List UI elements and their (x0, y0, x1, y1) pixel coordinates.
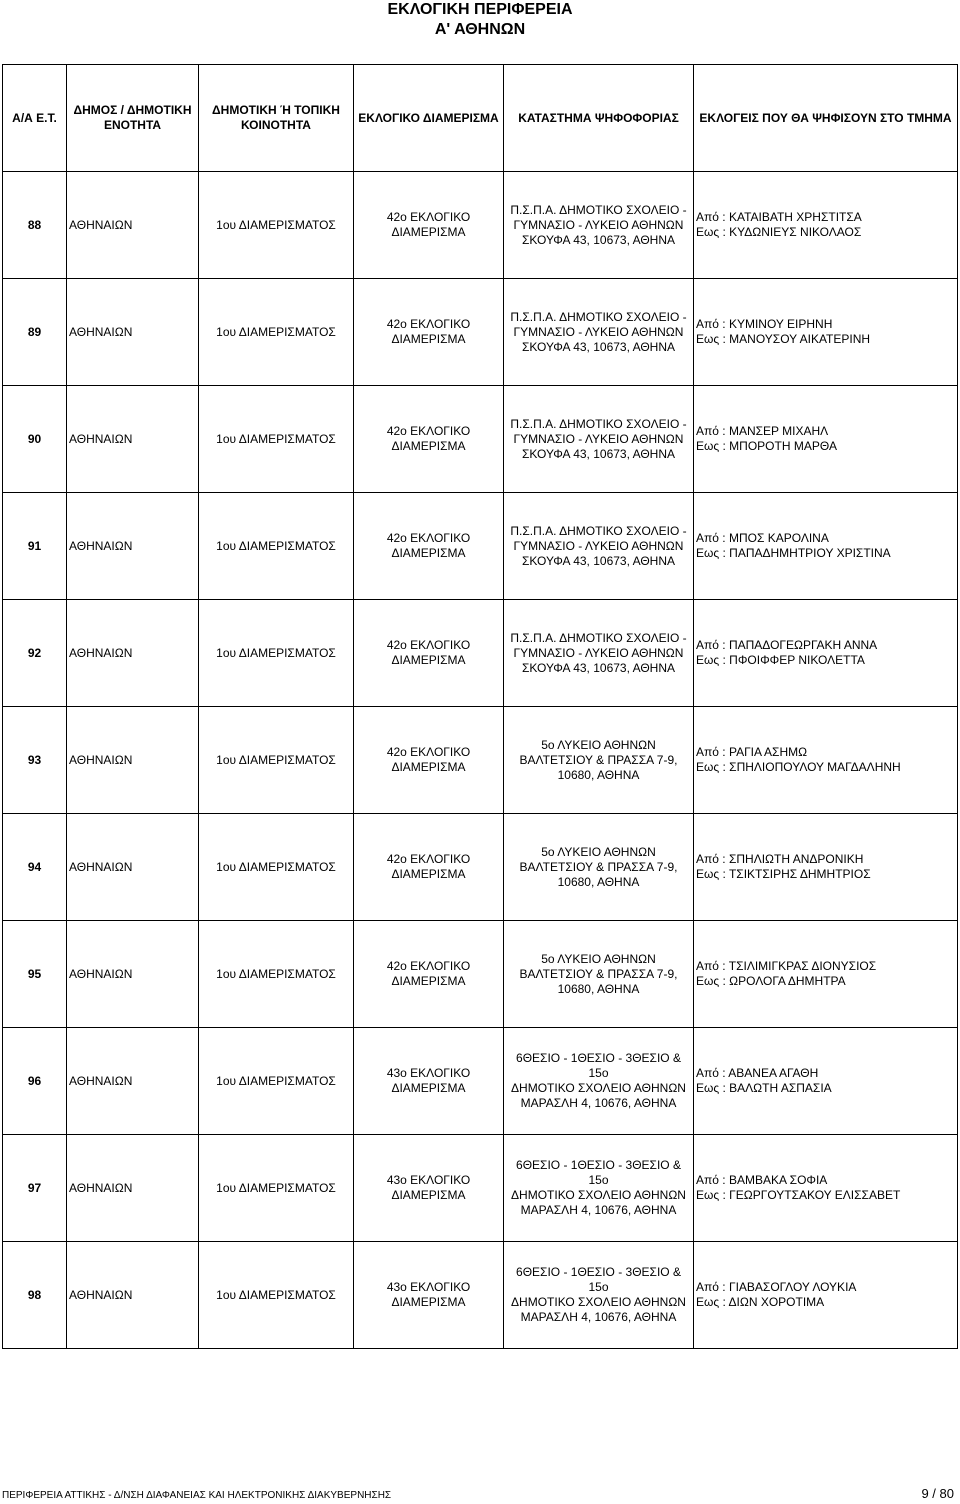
station-line-3: 10680, ΑΘΗΝΑ (557, 981, 640, 996)
cell-dimos (67, 1135, 199, 1242)
district-line-1: 42ο ΕΚΛΟΓΙΚΟ (386, 317, 471, 331)
cell-koinotita (199, 921, 354, 1028)
district-line-1: 42ο ΕΚΛΟΓΙΚΟ (386, 745, 471, 759)
community: 1ου ΔΙΑΜΕΡΙΣΜΑΤΟΣ (216, 1180, 336, 1195)
station-line-1: Π.Σ.Π.Α. ΔΗΜΟΤΙΚΟ ΣΧΟΛΕΙΟ - (510, 416, 687, 431)
cell-koinotita (199, 279, 354, 386)
cell-koinotita (199, 386, 354, 493)
cell-katastima (504, 279, 694, 386)
table-row (3, 1135, 958, 1242)
voters-to: Εως : ΜΑΝΟΥΣΟΥ ΑΙΚΑΤΕΡΙΝΗ (696, 332, 871, 346)
cell-dimos (67, 493, 199, 600)
cell-koinotita (199, 493, 354, 600)
cell-koinotita (199, 707, 354, 814)
station-line-3: ΣΚΟΥΦΑ 43, 10673, ΑΘΗΝΑ (521, 232, 676, 247)
cell-voters (694, 1028, 958, 1135)
station-line-2: ΓΥΜΝΑΣΙΟ - ΛΥΚΕΙΟ ΑΘΗΝΩΝ (513, 217, 684, 232)
district-line-1: 42ο ΕΚΛΟΓΙΚΟ (386, 638, 471, 652)
voters-to: Εως : ΤΣΙΚΤΣΙΡΗΣ ΔΗΜΗΤΡΙΟΣ (696, 867, 871, 881)
cell-diamerisma (354, 1135, 504, 1242)
cell-koinotita (199, 1135, 354, 1242)
municipality: ΑΘΗΝΑΙΩΝ (69, 645, 133, 660)
municipality: ΑΘΗΝΑΙΩΝ (69, 1073, 133, 1088)
station-line-2: ΔΗΜΟΤΙΚΟ ΣΧΟΛΕΙΟ ΑΘΗΝΩΝ (511, 1081, 686, 1095)
page-number: 9 / 80 (921, 1486, 954, 1501)
community: 1ου ΔΙΑΜΕΡΙΣΜΑΤΟΣ (216, 431, 336, 446)
district-line-2: ΔΙΑΜΕΡΙΣΜΑ (391, 439, 466, 453)
community: 1ου ΔΙΑΜΕΡΙΣΜΑΤΟΣ (216, 538, 336, 553)
cell-dimos (67, 386, 199, 493)
cell-aa (3, 921, 67, 1028)
table-row (3, 707, 958, 814)
district-line-2: ΔΙΑΜΕΡΙΣΜΑ (391, 974, 466, 988)
station-line-3: 10680, ΑΘΗΝΑ (557, 874, 640, 889)
row-number: 89 (27, 324, 42, 339)
cell-aa (3, 279, 67, 386)
cell-diamerisma (354, 1242, 504, 1349)
municipality: ΑΘΗΝΑΙΩΝ (69, 324, 133, 339)
cell-katastima (504, 921, 694, 1028)
voters-from: Από : ΠΑΠΑΔΟΓΕΩΡΓΑΚΗ ΑΝΝΑ (696, 638, 878, 652)
table-row (3, 814, 958, 921)
cell-aa (3, 600, 67, 707)
header-katastima: ΚΑΤΑΣΤΗΜΑ ΨΗΦΟΦΟΡΙΑΣ (504, 65, 694, 172)
district-line-2: ΔΙΑΜΕΡΙΣΜΑ (391, 760, 466, 774)
cell-diamerisma (354, 172, 504, 279)
voters-from: Από : ΚΥΜΙΝΟΥ ΕΙΡΗΝΗ (696, 317, 833, 331)
header-diamerisma: ΕΚΛΟΓΙΚΟ ΔΙΑΜΕΡΙΣΜΑ (354, 65, 504, 172)
cell-aa (3, 1028, 67, 1135)
station-line-1: Π.Σ.Π.Α. ΔΗΜΟΤΙΚΟ ΣΧΟΛΕΙΟ - (510, 202, 687, 217)
title-line-1: ΕΚΛΟΓΙΚΗ ΠΕΡΙΦΕΡΕΙΑ (387, 1, 573, 18)
district-line-1: 42ο ΕΚΛΟΓΙΚΟ (386, 959, 471, 973)
district-line-1: 43ο ΕΚΛΟΓΙΚΟ (386, 1066, 471, 1080)
community: 1ου ΔΙΑΜΕΡΙΣΜΑΤΟΣ (216, 1287, 336, 1302)
cell-katastima (504, 600, 694, 707)
voters-from: Από : ΤΣΙΛΙΜΙΓΚΡΑΣ ΔΙΟΝΥΣΙΟΣ (696, 959, 877, 973)
voters-from: Από : ΑΒΑΝΕΑ ΑΓΑΘΗ (696, 1066, 819, 1080)
row-number: 91 (27, 538, 42, 553)
cell-aa (3, 707, 67, 814)
cell-katastima (504, 172, 694, 279)
cell-katastima (504, 386, 694, 493)
table-row (3, 172, 958, 279)
footer-department: ΠΕΡΙΦΕΡΕΙΑ ΑΤΤΙΚΗΣ - Δ/ΝΣΗ ΔΙΑΦΑΝΕΙΑΣ ΚΑΙ ΗΛΕΚΤΡΟΝΙΚΗΣ ΔΙΑΚΥΒΕΡΝΗΣΗΣ (2, 1490, 392, 1501)
station-line-2: ΒΑΛΤΕΤΣΙΟΥ & ΠΡΑΣΣΑ 7-9, (519, 966, 678, 981)
row-number: 96 (27, 1073, 42, 1088)
cell-dimos (67, 1028, 199, 1135)
voters-to: Εως : ΔΙΩΝ ΧΟΡΟΤΙΜΑ (696, 1295, 825, 1309)
cell-voters (694, 386, 958, 493)
station-line-3: ΜΑΡΑΣΛΗ 4, 10676, ΑΘΗΝΑ (520, 1310, 677, 1324)
community: 1ου ΔΙΑΜΕΡΙΣΜΑΤΟΣ (216, 752, 336, 767)
station-line-3: ΣΚΟΥΦΑ 43, 10673, ΑΘΗΝΑ (521, 446, 676, 461)
cell-koinotita (199, 172, 354, 279)
header-koinotita: ΔΗΜΟΤΙΚΗ Ή ΤΟΠΙΚΗ ΚΟΙΝΟΤΗΤΑ (199, 65, 354, 172)
cell-dimos (67, 1242, 199, 1349)
cell-aa (3, 172, 67, 279)
district-line-2: ΔΙΑΜΕΡΙΣΜΑ (391, 653, 466, 667)
row-number: 90 (27, 431, 42, 446)
district-line-1: 42ο ΕΚΛΟΓΙΚΟ (386, 210, 471, 224)
cell-diamerisma (354, 493, 504, 600)
station-line-2: ΓΥΜΝΑΣΙΟ - ΛΥΚΕΙΟ ΑΘΗΝΩΝ (513, 645, 684, 660)
voters-to: Εως : ΠΦΟΙΦΦΕΡ ΝΙΚΟΛΕΤΤΑ (696, 653, 865, 667)
table-row (3, 386, 958, 493)
community: 1ου ΔΙΑΜΕΡΙΣΜΑΤΟΣ (216, 645, 336, 660)
cell-diamerisma (354, 1028, 504, 1135)
table-row (3, 600, 958, 707)
cell-diamerisma (354, 386, 504, 493)
station-line-2: ΒΑΛΤΕΤΣΙΟΥ & ΠΡΑΣΣΑ 7-9, (519, 859, 678, 874)
voters-to: Εως : ΚΥΔΩΝΙΕΥΣ ΝΙΚΟΛΑΟΣ (696, 225, 862, 239)
row-number: 94 (27, 859, 42, 874)
voters-from: Από : ΣΠΗΛΙΩΤΗ ΑΝΔΡΟΝΙΚΗ (696, 852, 864, 866)
cell-koinotita (199, 814, 354, 921)
row-number: 97 (27, 1180, 42, 1195)
voters-from: Από : ΓΙΑΒΑΣΟΓΛΟΥ ΛΟΥΚΙΑ (696, 1280, 857, 1294)
station-line-1: 6ΘΕΣΙΟ - 1ΘΕΣΙΟ - 3ΘΕΣΙΟ & 15ο (516, 1051, 681, 1080)
district-line-1: 42ο ΕΚΛΟΓΙΚΟ (386, 424, 471, 438)
cell-katastima (504, 493, 694, 600)
voters-to: Εως : ΣΠΗΛΙΟΠΟΥΛΟΥ ΜΑΓΔΑΛΗΝΗ (696, 760, 901, 774)
station-line-3: ΣΚΟΥΦΑ 43, 10673, ΑΘΗΝΑ (521, 660, 676, 675)
station-line-2: ΔΗΜΟΤΙΚΟ ΣΧΟΛΕΙΟ ΑΘΗΝΩΝ (511, 1188, 686, 1202)
district-line-2: ΔΙΑΜΕΡΙΣΜΑ (391, 546, 466, 560)
station-line-1: 5ο ΛΥΚΕΙΟ ΑΘΗΝΩΝ (541, 844, 656, 859)
voters-from: Από : ΡΑΓΙΑ ΑΣΗΜΩ (696, 745, 808, 759)
header-voters: ΕΚΛΟΓΕΙΣ ΠΟΥ ΘΑ ΨΗΦΙΣΟΥΝ ΣΤΟ ΤΜΗΜΑ (694, 65, 958, 172)
district-line-2: ΔΙΑΜΕΡΙΣΜΑ (391, 1295, 466, 1309)
municipality: ΑΘΗΝΑΙΩΝ (69, 752, 133, 767)
cell-koinotita (199, 1028, 354, 1135)
cell-dimos (67, 279, 199, 386)
cell-diamerisma (354, 814, 504, 921)
table-header-row (3, 65, 958, 172)
station-line-3: ΣΚΟΥΦΑ 43, 10673, ΑΘΗΝΑ (521, 553, 676, 568)
cell-aa (3, 1242, 67, 1349)
district-line-1: 42ο ΕΚΛΟΓΙΚΟ (386, 852, 471, 866)
title-line-2: Α' ΑΘΗΝΩΝ (434, 21, 526, 38)
polling-stations-table (2, 64, 958, 1349)
station-line-3: ΜΑΡΑΣΛΗ 4, 10676, ΑΘΗΝΑ (520, 1096, 677, 1110)
voters-to: Εως : ΠΑΠΑΔΗΜΗΤΡΙΟΥ ΧΡΙΣΤΙΝΑ (696, 546, 891, 560)
cell-dimos (67, 172, 199, 279)
cell-voters (694, 600, 958, 707)
cell-diamerisma (354, 707, 504, 814)
station-line-1: 6ΘΕΣΙΟ - 1ΘΕΣΙΟ - 3ΘΕΣΙΟ & 15ο (516, 1158, 681, 1187)
municipality: ΑΘΗΝΑΙΩΝ (69, 538, 133, 553)
municipality: ΑΘΗΝΑΙΩΝ (69, 1180, 133, 1195)
cell-katastima (504, 1028, 694, 1135)
table-row (3, 1242, 958, 1349)
cell-dimos (67, 921, 199, 1028)
cell-voters (694, 493, 958, 600)
cell-diamerisma (354, 921, 504, 1028)
table-row (3, 1028, 958, 1135)
community: 1ου ΔΙΑΜΕΡΙΣΜΑΤΟΣ (216, 217, 336, 232)
station-line-1: Π.Σ.Π.Α. ΔΗΜΟΤΙΚΟ ΣΧΟΛΕΙΟ - (510, 523, 687, 538)
cell-diamerisma (354, 600, 504, 707)
row-number: 92 (27, 645, 42, 660)
table-row (3, 279, 958, 386)
station-line-2: ΒΑΛΤΕΤΣΙΟΥ & ΠΡΑΣΣΑ 7-9, (519, 752, 678, 767)
document-title (0, 0, 960, 40)
municipality: ΑΘΗΝΑΙΩΝ (69, 431, 133, 446)
table-body (3, 172, 958, 1349)
cell-katastima (504, 707, 694, 814)
station-line-1: Π.Σ.Π.Α. ΔΗΜΟΤΙΚΟ ΣΧΟΛΕΙΟ - (510, 630, 687, 645)
voters-to: Εως : ΓΕΩΡΓΟΥΤΣΑΚΟΥ ΕΛΙΣΣΑΒΕΤ (696, 1188, 901, 1202)
cell-dimos (67, 600, 199, 707)
station-line-1: 5ο ΛΥΚΕΙΟ ΑΘΗΝΩΝ (541, 737, 656, 752)
cell-voters (694, 1135, 958, 1242)
voters-to: Εως : ΜΠΟΡΟΤΗ ΜΑΡΘΑ (696, 439, 837, 453)
cell-aa (3, 493, 67, 600)
voters-from: Από : ΜΠΟΣ ΚΑΡΟΛΙΝΑ (696, 531, 829, 545)
cell-aa (3, 1135, 67, 1242)
district-line-1: 43ο ΕΚΛΟΓΙΚΟ (386, 1173, 471, 1187)
cell-voters (694, 279, 958, 386)
district-line-2: ΔΙΑΜΕΡΙΣΜΑ (391, 867, 466, 881)
station-line-3: ΣΚΟΥΦΑ 43, 10673, ΑΘΗΝΑ (521, 339, 676, 354)
cell-koinotita (199, 600, 354, 707)
municipality: ΑΘΗΝΑΙΩΝ (69, 217, 133, 232)
cell-aa (3, 386, 67, 493)
cell-dimos (67, 707, 199, 814)
cell-voters (694, 707, 958, 814)
station-line-2: ΔΗΜΟΤΙΚΟ ΣΧΟΛΕΙΟ ΑΘΗΝΩΝ (511, 1295, 686, 1309)
district-line-1: 43ο ΕΚΛΟΓΙΚΟ (386, 1280, 471, 1294)
district-line-2: ΔΙΑΜΕΡΙΣΜΑ (391, 1081, 466, 1095)
district-line-1: 42ο ΕΚΛΟΓΙΚΟ (386, 531, 471, 545)
station-line-2: ΓΥΜΝΑΣΙΟ - ΛΥΚΕΙΟ ΑΘΗΝΩΝ (513, 324, 684, 339)
cell-voters (694, 172, 958, 279)
table-row (3, 493, 958, 600)
voters-from: Από : ΚΑΤΑΙΒΑΤΗ ΧΡΗΣΤΙΤΣΑ (696, 210, 862, 224)
station-line-3: ΜΑΡΑΣΛΗ 4, 10676, ΑΘΗΝΑ (520, 1203, 677, 1217)
cell-katastima (504, 1135, 694, 1242)
municipality: ΑΘΗΝΑΙΩΝ (69, 1287, 133, 1302)
station-line-1: Π.Σ.Π.Α. ΔΗΜΟΤΙΚΟ ΣΧΟΛΕΙΟ - (510, 309, 687, 324)
cell-katastima (504, 1242, 694, 1349)
row-number: 95 (27, 966, 42, 981)
table-row (3, 921, 958, 1028)
cell-voters (694, 814, 958, 921)
header-aa: Α/Α Ε.Τ. (3, 65, 67, 172)
cell-voters (694, 921, 958, 1028)
community: 1ου ΔΙΑΜΕΡΙΣΜΑΤΟΣ (216, 324, 336, 339)
community: 1ου ΔΙΑΜΕΡΙΣΜΑΤΟΣ (216, 966, 336, 981)
station-line-1: 5ο ΛΥΚΕΙΟ ΑΘΗΝΩΝ (541, 951, 656, 966)
row-number: 88 (27, 217, 42, 232)
cell-katastima (504, 814, 694, 921)
cell-diamerisma (354, 279, 504, 386)
row-number: 93 (27, 752, 42, 767)
voters-to: Εως : ΒΑΛΩΤΗ ΑΣΠΑΣΙΑ (696, 1081, 832, 1095)
station-line-2: ΓΥΜΝΑΣΙΟ - ΛΥΚΕΙΟ ΑΘΗΝΩΝ (513, 538, 684, 553)
row-number: 98 (27, 1287, 42, 1302)
community: 1ου ΔΙΑΜΕΡΙΣΜΑΤΟΣ (216, 859, 336, 874)
station-line-1: 6ΘΕΣΙΟ - 1ΘΕΣΙΟ - 3ΘΕΣΙΟ & 15ο (516, 1265, 681, 1294)
cell-koinotita (199, 1242, 354, 1349)
station-line-2: ΓΥΜΝΑΣΙΟ - ΛΥΚΕΙΟ ΑΘΗΝΩΝ (513, 431, 684, 446)
district-line-2: ΔΙΑΜΕΡΙΣΜΑ (391, 332, 466, 346)
header-dimos: ΔΗΜΟΣ / ΔΗΜΟΤΙΚΗ ΕΝΟΤΗΤΑ (67, 65, 199, 172)
voters-from: Από : ΒΑΜΒΑΚΑ ΣΟΦΙΑ (696, 1173, 828, 1187)
municipality: ΑΘΗΝΑΙΩΝ (69, 859, 133, 874)
municipality: ΑΘΗΝΑΙΩΝ (69, 966, 133, 981)
cell-voters (694, 1242, 958, 1349)
cell-aa (3, 814, 67, 921)
community: 1ου ΔΙΑΜΕΡΙΣΜΑΤΟΣ (216, 1073, 336, 1088)
station-line-3: 10680, ΑΘΗΝΑ (557, 767, 640, 782)
district-line-2: ΔΙΑΜΕΡΙΣΜΑ (391, 225, 466, 239)
voters-to: Εως : ΩΡΟΛΟΓΑ ΔΗΜΗΤΡΑ (696, 974, 846, 988)
cell-dimos (67, 814, 199, 921)
voters-from: Από : ΜΑΝΣΕΡ ΜΙΧΑΗΛ (696, 424, 829, 438)
district-line-2: ΔΙΑΜΕΡΙΣΜΑ (391, 1188, 466, 1202)
